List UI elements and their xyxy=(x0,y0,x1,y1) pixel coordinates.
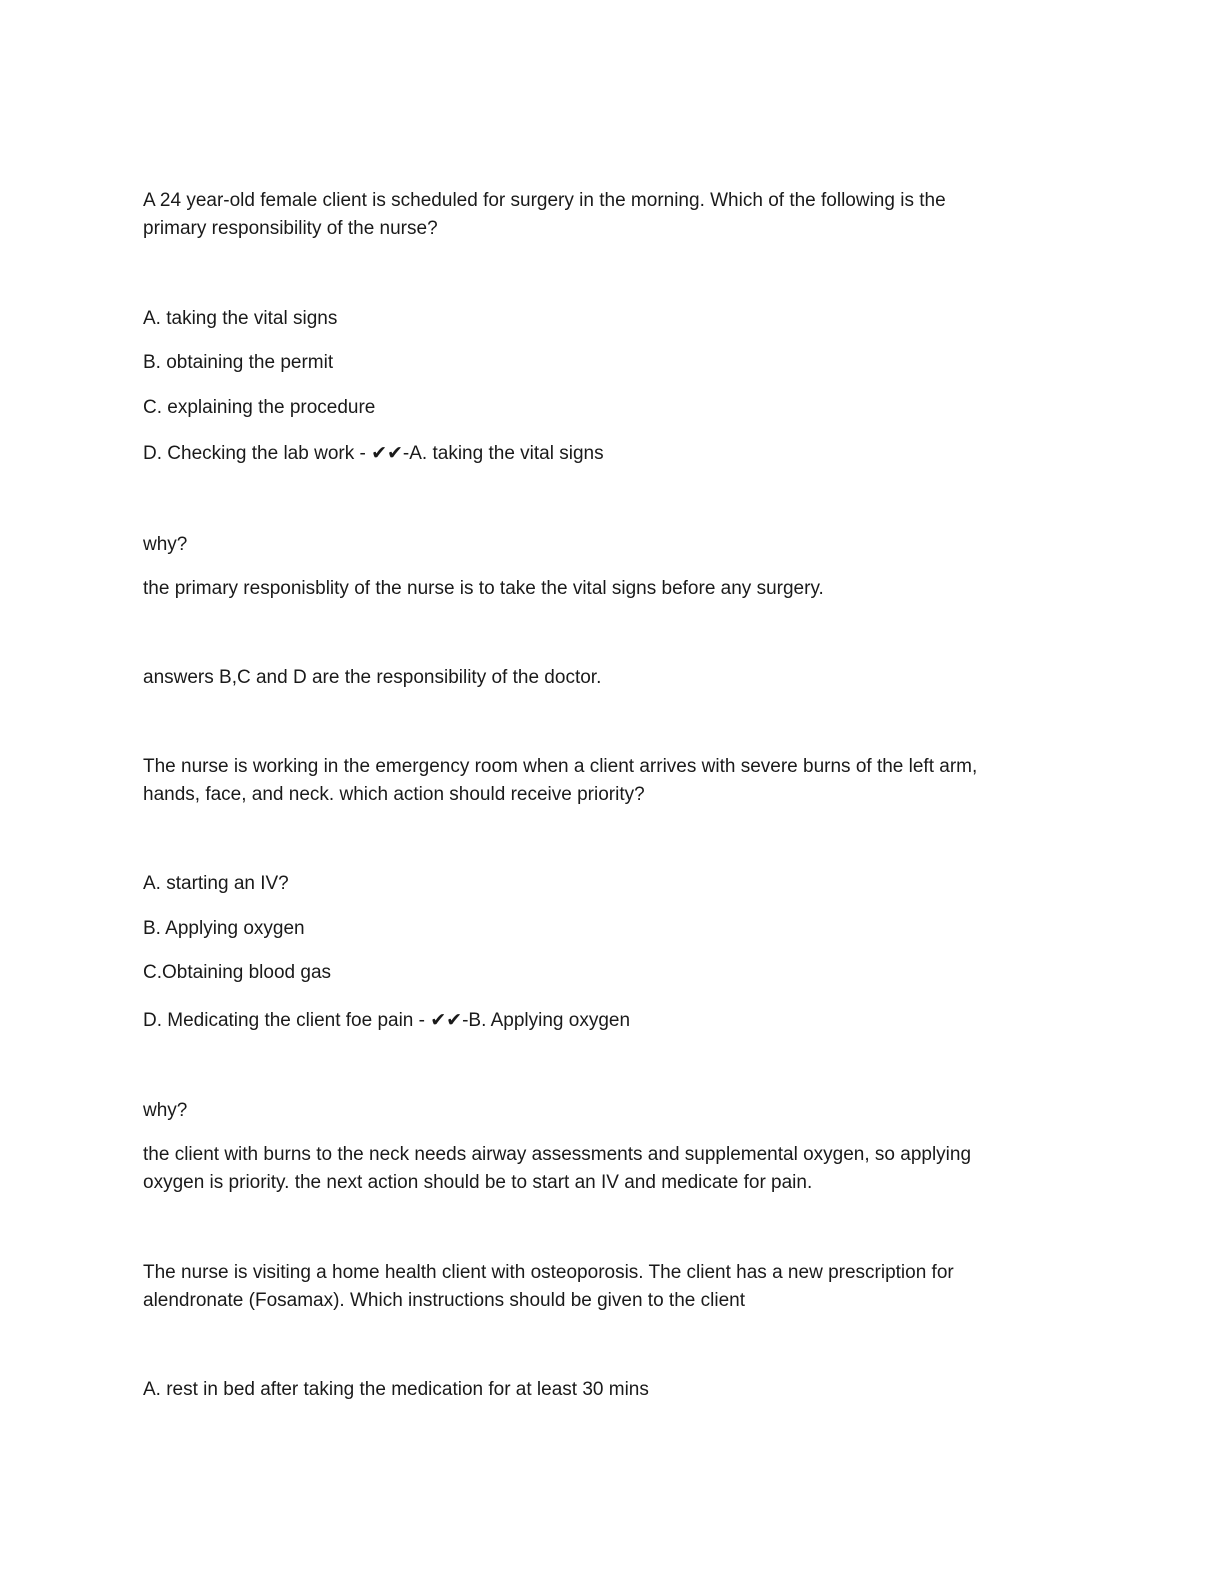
q2-rationale-line-2: oxygen is priority. the next action should be to start an IV and medicate for pain. xyxy=(143,1172,813,1193)
q2-option-b: B. Applying oxygen xyxy=(143,918,305,939)
q1-option-a: A. taking the vital signs xyxy=(143,308,338,329)
q1-option-b: B. obtaining the permit xyxy=(143,352,334,373)
q1-rationale-2: answers B,C and D are the responsibility of the doctor. xyxy=(143,667,602,688)
q1-why-label: why? xyxy=(143,534,188,555)
q1-option-c: C. explaining the procedure xyxy=(143,397,376,418)
q2-stem-line-2: hands, face, and neck. which action should receive priority? xyxy=(143,784,645,805)
q2-option-d-with-answer: D. Medicating the client foe pain - ✔✔-B. Applying oxygen xyxy=(143,1010,631,1031)
q2-option-a: A. starting an IV? xyxy=(143,873,289,894)
q2-why-label: why? xyxy=(143,1100,188,1121)
q2-stem-line-1: The nurse is working in the emergency room when a client arrives with severe burns of the left arm, xyxy=(143,756,978,777)
q2-rationale-line-1: the client with burns to the neck needs airway assessments and supplemental oxygen, so applying xyxy=(143,1144,972,1165)
q1-option-d-with-answer: D. Checking the lab work - ✔✔-A. taking the vital signs xyxy=(143,443,604,464)
q1-stem-line-2: primary responsibility of the nurse? xyxy=(143,218,438,239)
q1-rationale-1: the primary responisblity of the nurse is to take the vital signs before any surgery. xyxy=(143,578,824,599)
q3-stem-line-2: alendronate (Fosamax). Which instructions should be given to the client xyxy=(143,1290,745,1311)
q3-option-a: A. rest in bed after taking the medication for at least 30 mins xyxy=(143,1379,649,1400)
q2-option-c: C.Obtaining blood gas xyxy=(143,962,332,983)
q1-stem-line-1: A 24 year-old female client is scheduled for surgery in the morning. Which of the following is the xyxy=(143,190,946,211)
q3-stem-line-1: The nurse is visiting a home health client with osteoporosis. The client has a new prescription for xyxy=(143,1262,954,1283)
